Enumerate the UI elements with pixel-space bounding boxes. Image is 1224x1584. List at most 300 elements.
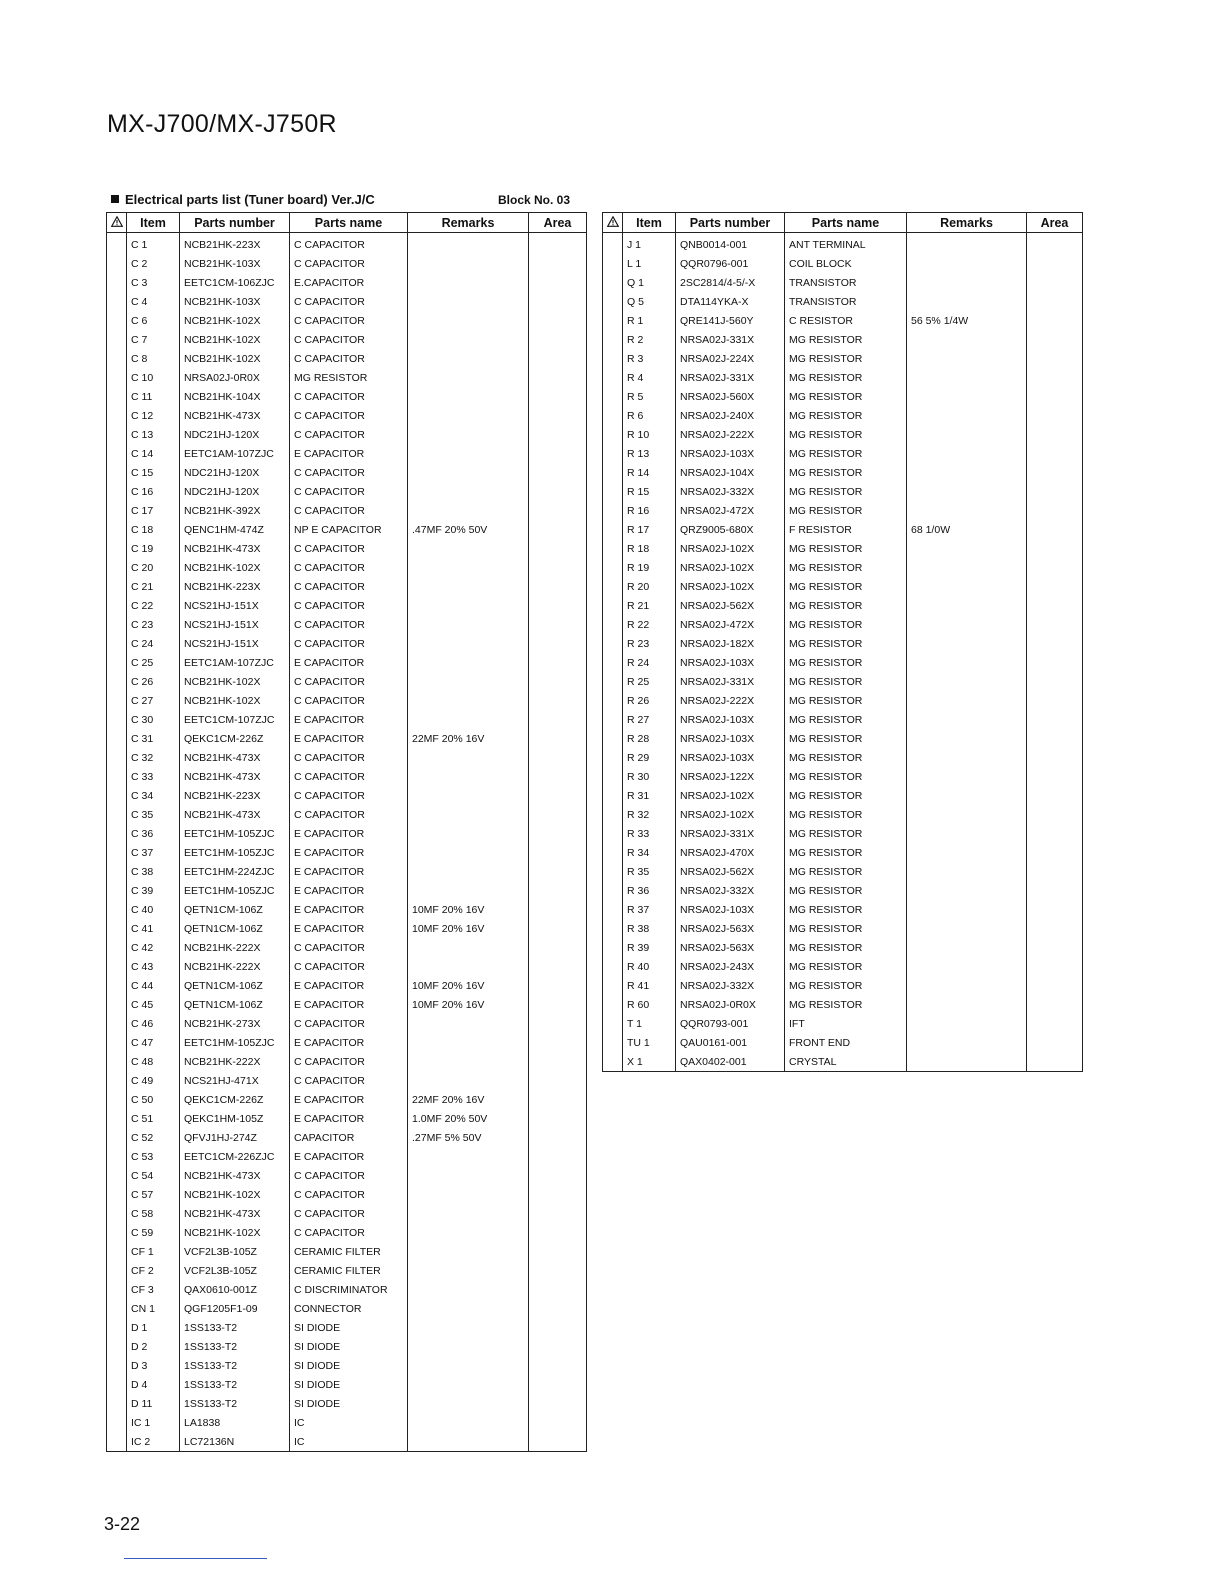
table-row — [107, 482, 587, 501]
table-row — [107, 805, 587, 824]
table-header-row — [107, 213, 587, 233]
area-cell — [529, 729, 587, 748]
remarks-cell: 10MF 20% 16V — [408, 995, 529, 1014]
table-row — [603, 482, 1083, 501]
item-cell: R 41 — [623, 976, 676, 995]
parts-name-cell: MG RESISTOR — [785, 957, 907, 976]
table-row — [107, 1375, 587, 1394]
safety-mark-cell — [107, 539, 127, 558]
remarks-cell — [408, 482, 529, 501]
warning-triangle-icon — [111, 216, 123, 227]
item-cell: C 48 — [127, 1052, 180, 1071]
safety-mark-cell — [107, 1147, 127, 1166]
table-row — [107, 368, 587, 387]
table-row — [603, 729, 1083, 748]
parts-number-cell: QNB0014-001 — [676, 233, 785, 255]
item-cell: C 6 — [127, 311, 180, 330]
remarks-cell — [408, 539, 529, 558]
safety-mark-cell — [107, 1166, 127, 1185]
document-title: MX-J700/MX-J750R — [107, 110, 337, 138]
parts-name-cell: MG RESISTOR — [785, 539, 907, 558]
parts-name-cell: MG RESISTOR — [785, 349, 907, 368]
area-cell — [529, 596, 587, 615]
remarks-cell — [408, 1261, 529, 1280]
parts-name-cell: NP E CAPACITOR — [290, 520, 408, 539]
remarks-cell — [408, 824, 529, 843]
parts-name-cell: C CAPACITOR — [290, 254, 408, 273]
item-cell: R 27 — [623, 710, 676, 729]
parts-name-cell: CRYSTAL — [785, 1052, 907, 1072]
item-cell: C 1 — [127, 233, 180, 255]
parts-name-cell: MG RESISTOR — [785, 881, 907, 900]
area-cell — [1027, 995, 1083, 1014]
area-cell — [529, 1261, 587, 1280]
safety-mark-cell — [107, 577, 127, 596]
page-number: 3-22 — [104, 1514, 141, 1534]
table-row — [107, 957, 587, 976]
item-cell: R 39 — [623, 938, 676, 957]
parts-number-cell: NCB21HK-103X — [180, 254, 290, 273]
area-cell — [1027, 843, 1083, 862]
remarks-cell — [907, 596, 1027, 615]
parts-number-cell: 1SS133-T2 — [180, 1337, 290, 1356]
remarks-cell — [907, 539, 1027, 558]
parts-name-header: Parts name — [785, 213, 907, 233]
item-cell: C 2 — [127, 254, 180, 273]
area-cell — [529, 938, 587, 957]
parts-table-right — [602, 212, 1083, 1072]
safety-mark-cell — [603, 463, 623, 482]
remarks-cell — [907, 615, 1027, 634]
parts-number-cell: EETC1AM-107ZJC — [180, 653, 290, 672]
parts-name-header: Parts name — [290, 213, 408, 233]
block-number: Block No. 03 — [498, 193, 571, 207]
safety-mark-cell — [107, 1033, 127, 1052]
parts-name-cell: MG RESISTOR — [785, 938, 907, 957]
table-row — [107, 1090, 587, 1109]
parts-name-cell: MG RESISTOR — [785, 862, 907, 881]
area-cell — [529, 1280, 587, 1299]
item-cell: R 22 — [623, 615, 676, 634]
remarks-cell — [408, 311, 529, 330]
parts-name-cell: MG RESISTOR — [785, 653, 907, 672]
table-row — [107, 444, 587, 463]
parts-table-left — [106, 212, 587, 1452]
safety-mark-cell — [107, 1318, 127, 1337]
parts-name-cell: MG RESISTOR — [785, 558, 907, 577]
table-row — [107, 406, 587, 425]
item-cell: C 3 — [127, 273, 180, 292]
item-cell: R 32 — [623, 805, 676, 824]
table-row — [107, 1052, 587, 1071]
parts-number-cell: NRSA02J-331X — [676, 330, 785, 349]
table-row — [107, 748, 587, 767]
parts-name-cell: E CAPACITOR — [290, 995, 408, 1014]
parts-number-cell: 1SS133-T2 — [180, 1356, 290, 1375]
remarks-cell — [408, 843, 529, 862]
parts-number-cell: NCB21HK-473X — [180, 539, 290, 558]
safety-mark-cell — [107, 672, 127, 691]
area-cell — [529, 425, 587, 444]
parts-name-cell: C CAPACITOR — [290, 539, 408, 558]
parts-number-cell: EETC1HM-105ZJC — [180, 1033, 290, 1052]
item-cell: D 3 — [127, 1356, 180, 1375]
parts-number-cell: NRSA02J-331X — [676, 672, 785, 691]
parts-name-cell: C CAPACITOR — [290, 482, 408, 501]
area-cell — [529, 1242, 587, 1261]
item-cell: C 46 — [127, 1014, 180, 1033]
area-cell — [529, 634, 587, 653]
safety-mark-cell — [107, 1090, 127, 1109]
remarks-cell — [408, 1413, 529, 1432]
safety-mark-cell — [107, 938, 127, 957]
table-row — [107, 577, 587, 596]
parts-number-cell: 1SS133-T2 — [180, 1318, 290, 1337]
item-cell: CN 1 — [127, 1299, 180, 1318]
parts-name-cell: MG RESISTOR — [785, 805, 907, 824]
item-cell: D 4 — [127, 1375, 180, 1394]
item-cell: R 16 — [623, 501, 676, 520]
area-cell — [529, 1109, 587, 1128]
table-row — [107, 349, 587, 368]
area-cell — [529, 292, 587, 311]
safety-mark-cell — [603, 387, 623, 406]
table-row — [603, 273, 1083, 292]
parts-number-cell: LC72136N — [180, 1432, 290, 1452]
table-row — [107, 501, 587, 520]
parts-name-cell: CERAMIC FILTER — [290, 1261, 408, 1280]
table-row — [107, 539, 587, 558]
item-cell: C 51 — [127, 1109, 180, 1128]
parts-name-cell: MG RESISTOR — [785, 691, 907, 710]
table-row — [603, 311, 1083, 330]
item-cell: R 24 — [623, 653, 676, 672]
parts-number-cell: NRSA02J-562X — [676, 862, 785, 881]
item-cell: C 42 — [127, 938, 180, 957]
item-cell: R 15 — [623, 482, 676, 501]
table-row — [107, 254, 587, 273]
area-cell — [1027, 881, 1083, 900]
parts-number-cell: EETC1CM-226ZJC — [180, 1147, 290, 1166]
item-cell: C 41 — [127, 919, 180, 938]
area-cell — [529, 900, 587, 919]
area-cell — [1027, 919, 1083, 938]
item-cell: C 43 — [127, 957, 180, 976]
safety-mark-header — [603, 213, 623, 233]
table-row — [603, 558, 1083, 577]
parts-number-cell: QAX0610-001Z — [180, 1280, 290, 1299]
warning-triangle-icon — [607, 216, 619, 227]
item-cell: R 36 — [623, 881, 676, 900]
area-cell — [1027, 767, 1083, 786]
parts-number-cell: QFVJ1HJ-274Z — [180, 1128, 290, 1147]
parts-number-cell: NCB21HK-102X — [180, 558, 290, 577]
parts-name-cell: TRANSISTOR — [785, 292, 907, 311]
area-cell — [529, 1318, 587, 1337]
item-cell: D 1 — [127, 1318, 180, 1337]
remarks-cell — [907, 976, 1027, 995]
item-cell: C 49 — [127, 1071, 180, 1090]
parts-name-cell: MG RESISTOR — [785, 425, 907, 444]
safety-mark-cell — [603, 919, 623, 938]
safety-mark-cell — [603, 976, 623, 995]
remarks-cell — [408, 710, 529, 729]
parts-number-cell: NRSA02J-472X — [676, 501, 785, 520]
remarks-cell — [907, 501, 1027, 520]
remarks-cell — [408, 273, 529, 292]
remarks-cell — [907, 425, 1027, 444]
safety-mark-cell — [603, 539, 623, 558]
item-cell: R 34 — [623, 843, 676, 862]
area-cell — [529, 463, 587, 482]
area-cell — [1027, 577, 1083, 596]
area-header: Area — [1027, 213, 1083, 233]
table-row — [107, 1280, 587, 1299]
area-cell — [1027, 900, 1083, 919]
item-cell: C 26 — [127, 672, 180, 691]
parts-number-cell: VCF2L3B-105Z — [180, 1261, 290, 1280]
parts-name-cell: MG RESISTOR — [785, 767, 907, 786]
parts-name-cell: C CAPACITOR — [290, 501, 408, 520]
footer-rule — [124, 1558, 267, 1559]
table-row — [107, 729, 587, 748]
item-cell: C 58 — [127, 1204, 180, 1223]
item-cell: C 21 — [127, 577, 180, 596]
parts-name-cell: SI DIODE — [290, 1337, 408, 1356]
item-cell: R 37 — [623, 900, 676, 919]
remarks-cell — [907, 273, 1027, 292]
parts-number-cell: EETC1HM-105ZJC — [180, 824, 290, 843]
parts-number-cell: NCB21HK-392X — [180, 501, 290, 520]
safety-mark-cell — [603, 501, 623, 520]
parts-number-cell: NRSA02J-103X — [676, 900, 785, 919]
remarks-cell — [907, 387, 1027, 406]
remarks-cell — [408, 1337, 529, 1356]
parts-number-cell: NCB21HK-473X — [180, 406, 290, 425]
parts-number-cell: NCB21HK-222X — [180, 938, 290, 957]
parts-number-cell: NCB21HK-473X — [180, 748, 290, 767]
parts-number-cell: NRSA02J-224X — [676, 349, 785, 368]
item-cell: R 28 — [623, 729, 676, 748]
parts-number-cell: NCB21HK-102X — [180, 691, 290, 710]
safety-mark-cell — [603, 710, 623, 729]
area-cell — [529, 710, 587, 729]
parts-name-cell: MG RESISTOR — [785, 843, 907, 862]
item-cell: C 32 — [127, 748, 180, 767]
table-row — [107, 976, 587, 995]
parts-number-cell: 2SC2814/4-5/-X — [676, 273, 785, 292]
item-cell: R 33 — [623, 824, 676, 843]
area-cell — [1027, 463, 1083, 482]
table-row — [603, 767, 1083, 786]
parts-number-cell: NCB21HK-102X — [180, 330, 290, 349]
remarks-cell — [408, 330, 529, 349]
parts-name-cell: C CAPACITOR — [290, 406, 408, 425]
safety-mark-cell — [603, 482, 623, 501]
table-row — [107, 691, 587, 710]
remarks-cell — [408, 957, 529, 976]
remarks-cell — [408, 1242, 529, 1261]
item-cell: Q 1 — [623, 273, 676, 292]
safety-mark-cell — [603, 425, 623, 444]
item-cell: C 50 — [127, 1090, 180, 1109]
area-cell — [529, 482, 587, 501]
item-cell: C 17 — [127, 501, 180, 520]
item-cell: D 11 — [127, 1394, 180, 1413]
remarks-cell — [408, 1375, 529, 1394]
parts-number-cell: NCB21HK-473X — [180, 1204, 290, 1223]
area-cell — [1027, 539, 1083, 558]
area-cell — [529, 273, 587, 292]
safety-mark-cell — [107, 1014, 127, 1033]
parts-name-cell: IC — [290, 1432, 408, 1452]
area-cell — [529, 1185, 587, 1204]
table-row — [107, 1033, 587, 1052]
item-cell: C 15 — [127, 463, 180, 482]
remarks-cell — [907, 672, 1027, 691]
item-cell: C 38 — [127, 862, 180, 881]
parts-number-cell: NCS21HJ-151X — [180, 634, 290, 653]
area-cell — [529, 1356, 587, 1375]
table-row — [603, 900, 1083, 919]
item-cell: C 22 — [127, 596, 180, 615]
parts-number-cell: QAX0402-001 — [676, 1052, 785, 1072]
safety-mark-cell — [603, 349, 623, 368]
table-row — [603, 653, 1083, 672]
remarks-cell — [408, 881, 529, 900]
item-cell: R 30 — [623, 767, 676, 786]
table-row — [107, 710, 587, 729]
parts-name-cell: E CAPACITOR — [290, 824, 408, 843]
table-row — [603, 1014, 1083, 1033]
remarks-cell — [408, 233, 529, 255]
area-cell — [1027, 653, 1083, 672]
table-row — [603, 786, 1083, 805]
safety-mark-cell — [107, 976, 127, 995]
area-cell — [1027, 862, 1083, 881]
table-row — [603, 349, 1083, 368]
safety-mark-cell — [603, 330, 623, 349]
area-cell — [1027, 482, 1083, 501]
parts-name-cell: C CAPACITOR — [290, 1071, 408, 1090]
parts-number-cell: EETC1HM-105ZJC — [180, 881, 290, 900]
safety-mark-cell — [603, 577, 623, 596]
table-row — [107, 233, 587, 255]
parts-number-cell: NRSA02J-222X — [676, 691, 785, 710]
remarks-cell — [408, 1356, 529, 1375]
parts-number-cell: NCB21HK-104X — [180, 387, 290, 406]
area-cell — [529, 349, 587, 368]
remarks-cell — [907, 824, 1027, 843]
area-cell — [529, 501, 587, 520]
parts-number-cell: NRSA02J-103X — [676, 710, 785, 729]
remarks-cell — [408, 1033, 529, 1052]
area-cell — [1027, 615, 1083, 634]
item-header: Item — [623, 213, 676, 233]
remarks-cell — [408, 1071, 529, 1090]
safety-mark-cell — [603, 957, 623, 976]
parts-name-cell: C CAPACITOR — [290, 330, 408, 349]
safety-mark-cell — [107, 1280, 127, 1299]
remarks-cell — [408, 1318, 529, 1337]
safety-mark-cell — [107, 501, 127, 520]
safety-mark-cell — [603, 273, 623, 292]
table-row — [107, 862, 587, 881]
safety-mark-cell — [603, 786, 623, 805]
safety-mark-cell — [603, 862, 623, 881]
safety-mark-cell — [603, 691, 623, 710]
parts-name-cell: MG RESISTOR — [785, 748, 907, 767]
remarks-cell — [408, 691, 529, 710]
safety-mark-cell — [603, 1033, 623, 1052]
item-cell: R 5 — [623, 387, 676, 406]
item-cell: C 27 — [127, 691, 180, 710]
safety-mark-cell — [603, 292, 623, 311]
area-cell — [1027, 425, 1083, 444]
remarks-cell: 10MF 20% 16V — [408, 976, 529, 995]
parts-name-cell: C CAPACITOR — [290, 577, 408, 596]
table-row — [603, 501, 1083, 520]
parts-name-cell: MG RESISTOR — [785, 577, 907, 596]
remarks-cell: .47MF 20% 50V — [408, 520, 529, 539]
parts-name-cell: C RESISTOR — [785, 311, 907, 330]
table-row — [107, 1204, 587, 1223]
item-cell: C 12 — [127, 406, 180, 425]
item-cell: R 1 — [623, 311, 676, 330]
safety-mark-cell — [603, 938, 623, 957]
area-cell — [1027, 672, 1083, 691]
safety-mark-cell — [603, 311, 623, 330]
item-cell: CF 3 — [127, 1280, 180, 1299]
parts-name-cell: E CAPACITOR — [290, 862, 408, 881]
parts-name-cell: FRONT END — [785, 1033, 907, 1052]
table-row — [107, 786, 587, 805]
item-cell: IC 2 — [127, 1432, 180, 1452]
safety-mark-cell — [603, 900, 623, 919]
table-row — [107, 995, 587, 1014]
area-cell — [529, 254, 587, 273]
table-row — [107, 1413, 587, 1432]
item-cell: R 60 — [623, 995, 676, 1014]
parts-name-cell: C CAPACITOR — [290, 463, 408, 482]
item-cell: C 7 — [127, 330, 180, 349]
parts-number-cell: EETC1CM-106ZJC — [180, 273, 290, 292]
table-row — [107, 1356, 587, 1375]
area-cell — [529, 672, 587, 691]
parts-name-cell: MG RESISTOR — [785, 501, 907, 520]
remarks-cell — [408, 444, 529, 463]
safety-mark-cell — [107, 1109, 127, 1128]
remarks-cell — [907, 1014, 1027, 1033]
parts-number-cell: NDC21HJ-120X — [180, 463, 290, 482]
safety-mark-cell — [107, 558, 127, 577]
safety-mark-cell — [107, 1052, 127, 1071]
table-row — [107, 1318, 587, 1337]
table-row — [107, 273, 587, 292]
remarks-cell — [408, 387, 529, 406]
item-cell: R 29 — [623, 748, 676, 767]
table-row — [603, 843, 1083, 862]
parts-name-cell: E CAPACITOR — [290, 653, 408, 672]
parts-name-cell: MG RESISTOR — [785, 406, 907, 425]
parts-number-cell: NRSA02J-331X — [676, 368, 785, 387]
table-row — [107, 824, 587, 843]
area-cell — [529, 691, 587, 710]
parts-number-cell: NRSA02J-243X — [676, 957, 785, 976]
parts-number-cell: NCB21HK-222X — [180, 1052, 290, 1071]
item-cell: C 53 — [127, 1147, 180, 1166]
table-row — [107, 938, 587, 957]
